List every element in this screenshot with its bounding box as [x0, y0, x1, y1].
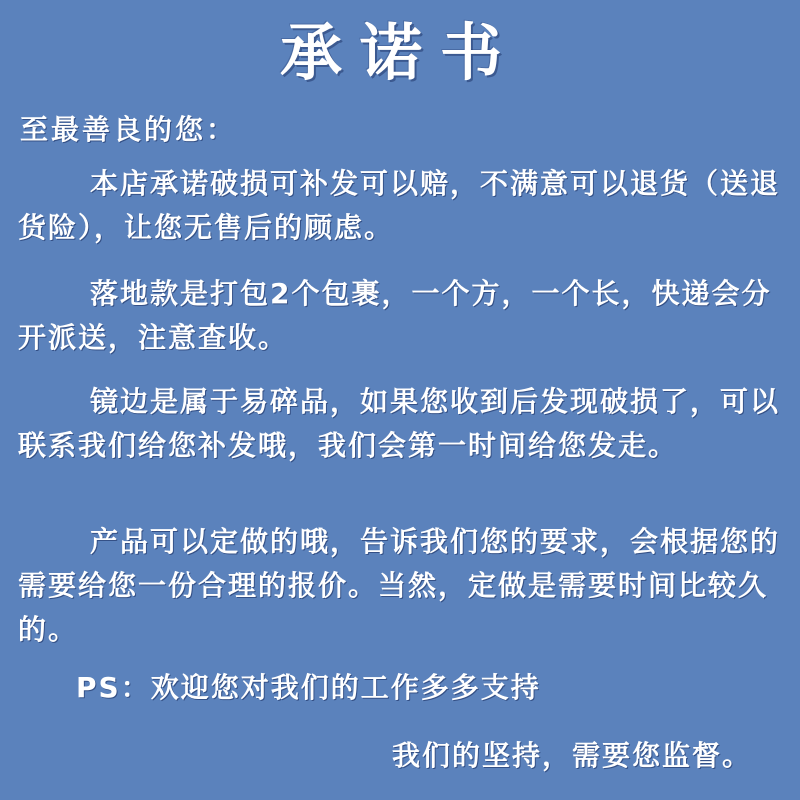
- salutation: 至最善良的您：: [20, 113, 238, 146]
- paragraph-damage-guarantee: 本店承诺破损可补发可以赔，不满意可以退货（送退货险），让您无售后的顾虑。: [18, 167, 781, 244]
- document-title: 承诺书: [279, 16, 520, 89]
- postscript: PS：欢迎您对我们的工作多多支持: [76, 671, 541, 704]
- paragraph-custom-orders: 产品可以定做的哦，告诉我们您的要求，会根据您的需要给您一份合理的报价。当然，定做是需要时间比较久的。: [18, 525, 781, 646]
- paragraph-shipping-packages: 落地款是打包2个包裹，一个方，一个长，快递会分开派送，注意查收。: [18, 277, 772, 354]
- closing-line: 我们的坚持，需要您监督。: [391, 739, 752, 772]
- paragraph-fragile-mirror: 镜边是属于易碎品，如果您收到后发现破损了，可以联系我们给您补发哦，我们会第一时间给您发走。: [18, 385, 781, 462]
